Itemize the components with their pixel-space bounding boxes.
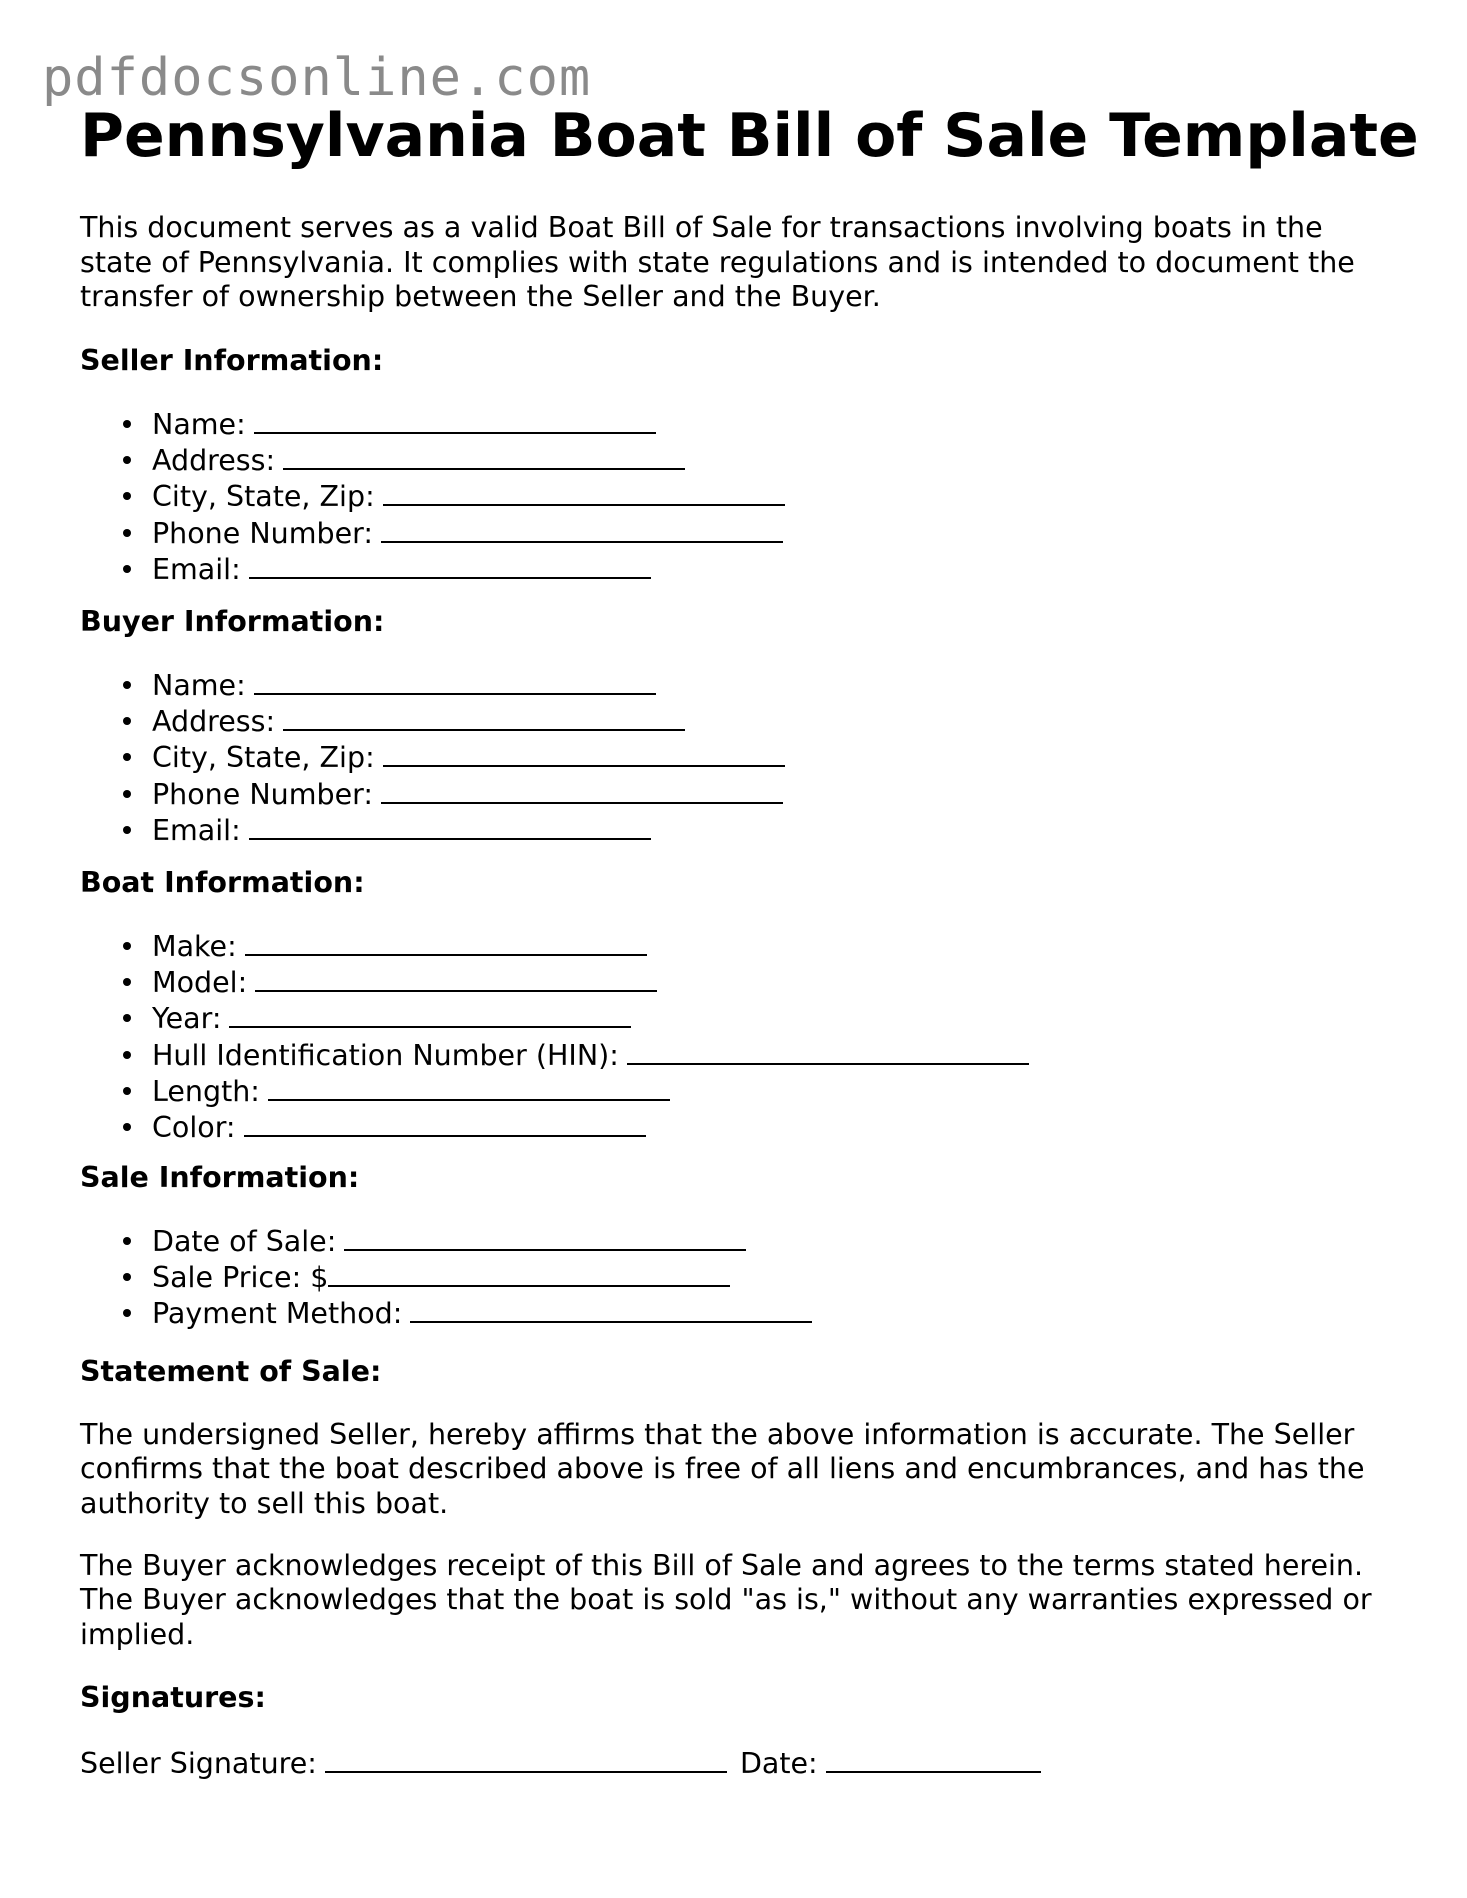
buyer-phone-field: [152, 776, 1400, 812]
buyer-statement-paragraph: The Buyer acknowledges receipt of this Bill of Sale and agrees to the terms stated herein. The Buyer acknowledges that the boat is sold "as is," without any warranties expressed or implied.: [80, 1549, 1372, 1651]
signatures-heading: Signatures:: [80, 1681, 266, 1714]
seller-address-blank[interactable]: [283, 442, 685, 470]
boat-color-field: [152, 1109, 1400, 1145]
sale-date-field: [152, 1223, 1400, 1259]
field-label: Model:: [152, 966, 248, 1000]
field-label: Length:: [152, 1074, 260, 1108]
seller-section: [80, 344, 1400, 587]
seller-city-field: [152, 478, 1400, 514]
buyer-email-field: [152, 812, 1400, 848]
buyer-address-field: [152, 703, 1400, 739]
buyer-email-blank[interactable]: [249, 812, 651, 840]
signatures-section: [80, 1681, 1400, 1715]
sale-field-list: [80, 1223, 1400, 1332]
field-label: Payment Method:: [152, 1297, 403, 1331]
buyer-city-blank[interactable]: [383, 739, 785, 767]
boat-make-blank[interactable]: [245, 928, 647, 956]
seller-email-field: [152, 551, 1400, 587]
seller-phone-field: [152, 515, 1400, 551]
statement-section: [80, 1355, 1400, 1389]
seller-address-field: [152, 442, 1400, 478]
intro-paragraph: This document serves as a valid Boat Bill of Sale for transactions involving boats in the state of Pennsylvania. It complies with state regulations and is intended to document the transfer of ownership between the Seller and the Buyer.: [80, 211, 1355, 313]
buyer-section: [80, 605, 1400, 848]
field-label: Hull Identification Number (HIN):: [152, 1038, 619, 1072]
field-label: City, State, Zip:: [152, 480, 375, 514]
buyer-heading: Buyer Information:: [80, 605, 385, 638]
boat-hin-field: [152, 1037, 1400, 1073]
field-label: Make:: [152, 930, 237, 963]
field-label: City, State, Zip:: [152, 741, 375, 775]
boat-year-field: [152, 1000, 1400, 1036]
buyer-phone-blank[interactable]: [381, 776, 783, 804]
signature-date-label: Date:: [739, 1747, 818, 1780]
buyer-field-list: [80, 667, 1400, 848]
document-title: Pennsylvania Boat Bill of Sale Template: [80, 101, 1419, 171]
buyer-name-field: [152, 667, 1400, 703]
seller-signature-blank[interactable]: [325, 1745, 727, 1773]
sale-price-field: [152, 1259, 1400, 1295]
boat-make-field: [152, 928, 1400, 964]
boat-model-blank[interactable]: [255, 964, 657, 992]
payment-method-blank[interactable]: [410, 1295, 812, 1323]
field-label: Color:: [152, 1111, 236, 1145]
watermark: pdfdocsonline.com: [42, 48, 592, 108]
boat-field-list: [80, 928, 1400, 1145]
field-label: Name:: [152, 408, 246, 441]
field-label: Date of Sale:: [152, 1225, 337, 1258]
seller-email-blank[interactable]: [249, 551, 651, 579]
seller-city-blank[interactable]: [383, 478, 785, 506]
boat-color-blank[interactable]: [244, 1109, 646, 1137]
seller-heading: Seller Information:: [80, 344, 384, 377]
seller-signature-label: Seller Signature:: [80, 1747, 317, 1780]
seller-name-blank[interactable]: [254, 406, 656, 434]
sale-heading: Sale Information:: [80, 1161, 360, 1194]
signature-date-blank[interactable]: [826, 1745, 1041, 1773]
field-label: Address:: [152, 444, 276, 478]
buyer-name-blank[interactable]: [254, 667, 656, 695]
seller-signature-line: [80, 1745, 1041, 1781]
seller-statement-paragraph: The undersigned Seller, hereby affirms that the above information is accurate. The Seller confirms that the boat described above is free of all liens and encumbrances, and has the authority to sell this boat.: [80, 1418, 1365, 1520]
sale-section: [80, 1161, 1400, 1332]
seller-field-list: [80, 406, 1400, 587]
boat-model-field: [152, 964, 1400, 1000]
field-label: Name:: [152, 669, 246, 702]
field-label: Email:: [152, 552, 241, 586]
buyer-city-field: [152, 739, 1400, 775]
sale-price-blank[interactable]: [328, 1259, 730, 1287]
field-label: Sale Price: $: [152, 1261, 329, 1295]
field-label: Address:: [152, 705, 276, 739]
boat-length-blank[interactable]: [268, 1073, 670, 1101]
payment-method-field: [152, 1295, 1400, 1331]
boat-hin-blank[interactable]: [627, 1037, 1029, 1065]
boat-year-blank[interactable]: [229, 1000, 631, 1028]
field-label: Phone Number:: [152, 516, 373, 550]
field-label: Year:: [152, 1002, 222, 1036]
boat-section: [80, 866, 1400, 1145]
buyer-address-blank[interactable]: [283, 703, 685, 731]
boat-heading: Boat Information:: [80, 866, 365, 899]
sale-date-blank[interactable]: [344, 1223, 746, 1251]
field-label: Email:: [152, 813, 241, 847]
field-label: Phone Number:: [152, 777, 373, 811]
seller-phone-blank[interactable]: [381, 515, 783, 543]
seller-name-field: [152, 406, 1400, 442]
boat-length-field: [152, 1073, 1400, 1109]
statement-heading: Statement of Sale:: [80, 1355, 382, 1388]
